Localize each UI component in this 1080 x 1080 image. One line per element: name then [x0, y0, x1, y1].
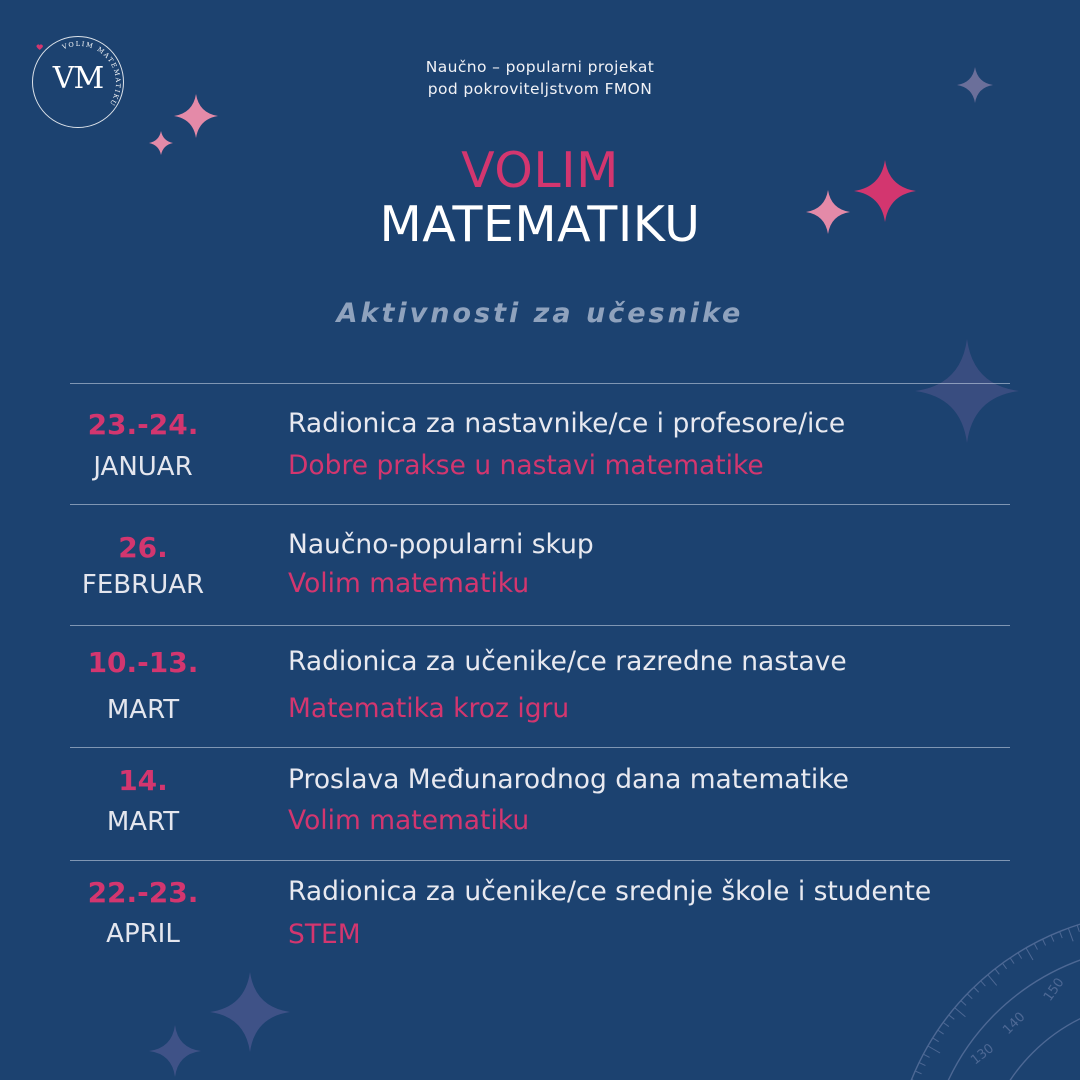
- subtitle-line-2: pod pokroviteljstvom FMON: [427, 80, 653, 98]
- event-subtitle: Volim matematiku: [288, 568, 530, 599]
- event-date: 26.: [118, 531, 168, 564]
- sparkle-icon: [148, 1024, 202, 1078]
- event-subtitle: STEM: [288, 919, 361, 950]
- protractor-label: 150: [1040, 975, 1068, 1005]
- event-month: FEBRUAR: [81, 570, 205, 600]
- subtitle-line-1: Naučno – popularni projekat: [425, 58, 655, 76]
- event-title: Radionica za učenike/ce srednje škole i studente: [288, 876, 932, 907]
- event-subtitle: Matematika kroz igru: [288, 693, 570, 724]
- event-subtitle: Dobre prakse u nastavi matematike: [288, 450, 764, 481]
- event-title: Naučno-popularni skup: [288, 529, 594, 560]
- divider: [70, 860, 1010, 861]
- event-date: 14.: [118, 764, 168, 797]
- protractor-icon: [880, 880, 1080, 1080]
- event-month: APRIL: [106, 919, 180, 949]
- sparkle-icon: [148, 130, 174, 156]
- sparkle-icon: [208, 970, 292, 1054]
- divider: [70, 625, 1010, 626]
- event-date: 22.-23.: [87, 876, 199, 909]
- event-month: MART: [106, 807, 180, 837]
- event-subtitle: Volim matematiku: [288, 805, 530, 836]
- event-title: Radionica za učenike/ce razredne nastave: [288, 646, 847, 677]
- logo-ring-text: VOLIM MATEMATIKU: [61, 39, 123, 109]
- divider: [70, 747, 1010, 748]
- sparkle-icon: [852, 158, 918, 224]
- logo-monogram: VM: [52, 61, 104, 96]
- protractor-label: 130: [968, 1041, 998, 1069]
- event-date: 10.-13.: [87, 646, 199, 679]
- title-volim: VOLIM: [461, 142, 619, 199]
- sparkle-icon: [912, 336, 1022, 446]
- divider: [70, 383, 1010, 384]
- event-month: JANUAR: [93, 452, 193, 482]
- sparkle-icon: [172, 92, 220, 140]
- protractor-label: 140: [1000, 1009, 1029, 1038]
- event-title: Radionica za nastavnike/ce i profesore/ice: [288, 408, 846, 439]
- section-heading: Aktivnosti za učesnike: [336, 298, 744, 329]
- event-month: MART: [106, 695, 180, 725]
- title-matematiku: MATEMATIKU: [379, 196, 701, 253]
- heart-icon: [36, 44, 43, 50]
- divider: [70, 504, 1010, 505]
- event-date: 23.-24.: [87, 408, 199, 441]
- event-title: Proslava Međunarodnog dana matematike: [288, 764, 849, 795]
- sparkle-icon: [956, 66, 994, 104]
- project-subtitle: [0, 56, 1080, 100]
- sparkle-icon: [804, 188, 852, 236]
